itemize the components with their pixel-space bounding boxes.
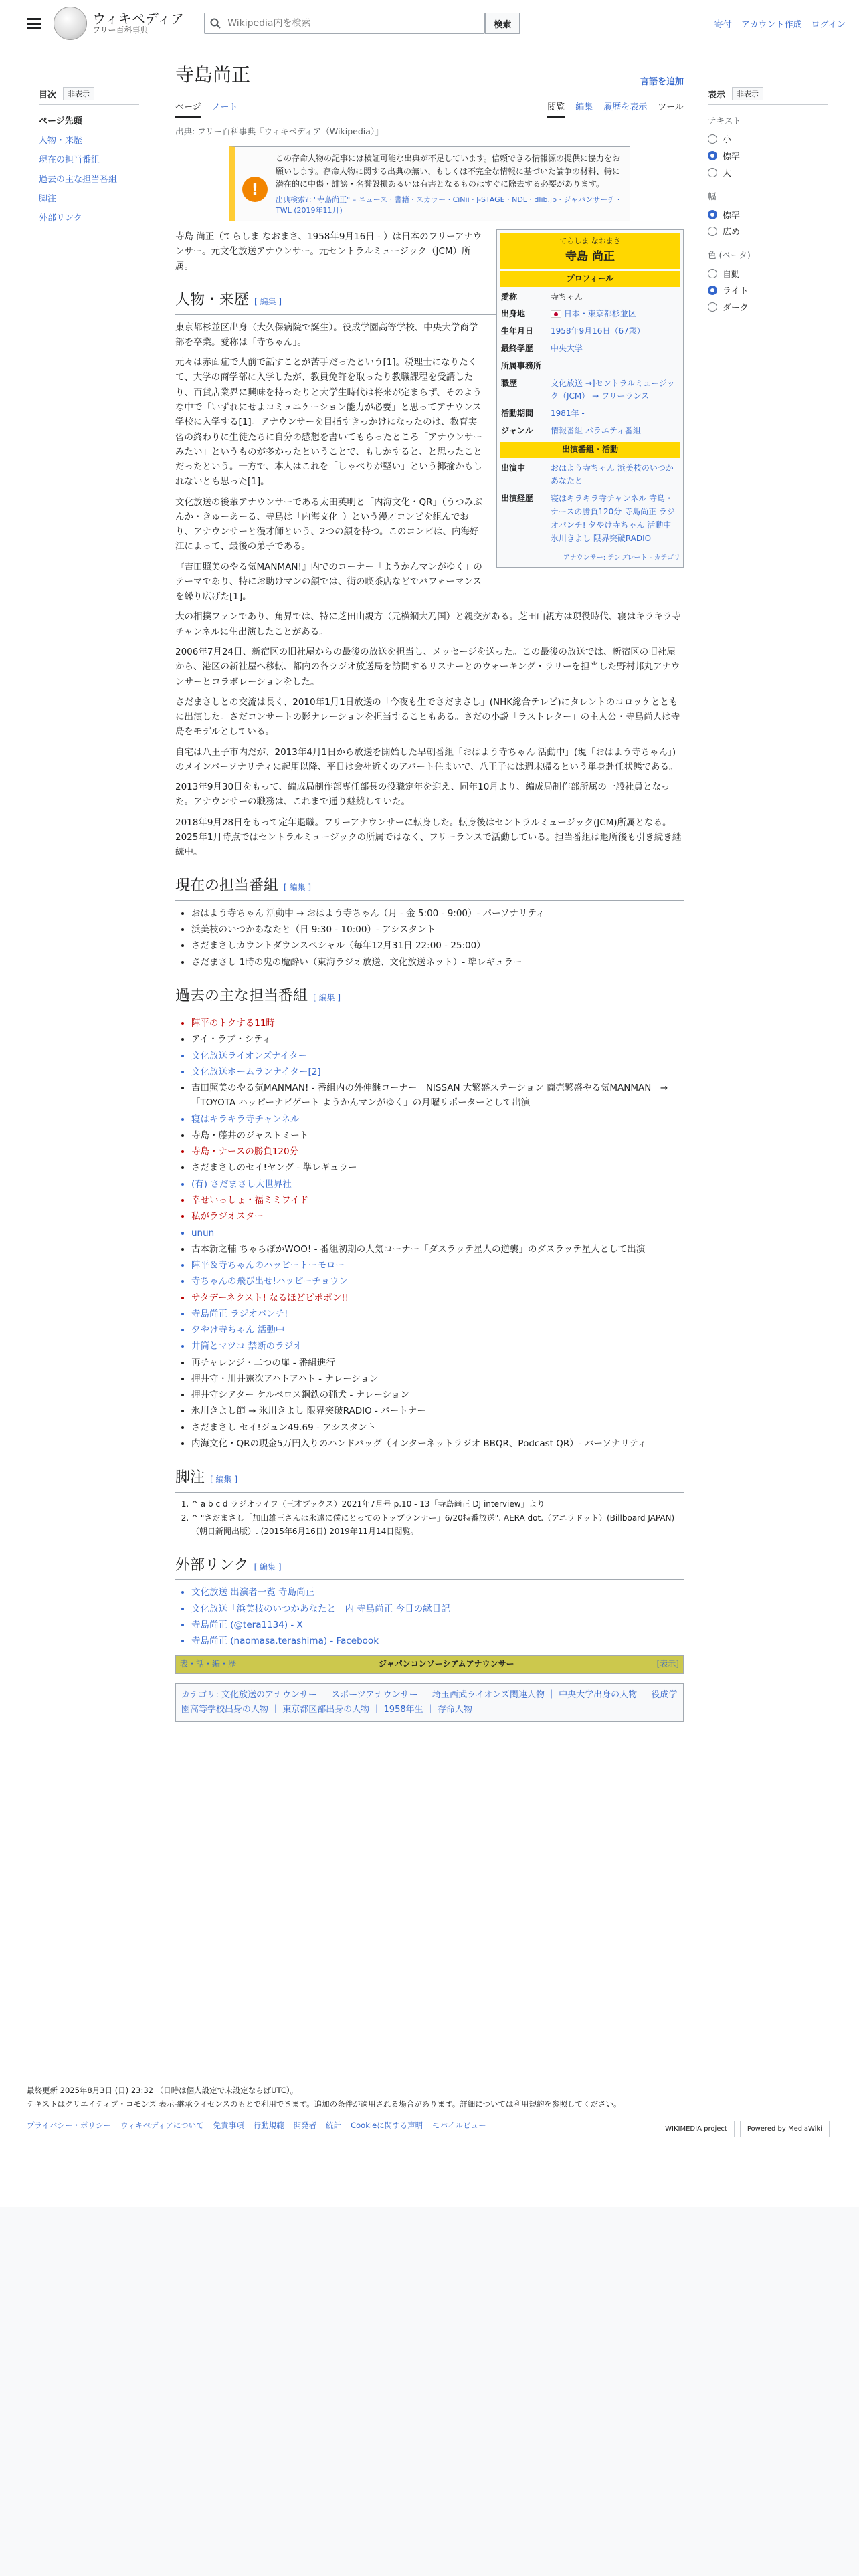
tab-read[interactable]: 閲覧	[547, 96, 565, 118]
heading-career: 人物・来歴 [ 編集 ]	[175, 288, 684, 314]
infobox	[496, 229, 684, 568]
footer-link[interactable]: ウィキペディアについて	[120, 2121, 204, 2130]
toc-item-notes[interactable]: 脚注	[39, 194, 57, 204]
category-links[interactable]: カテゴリ: 文化放送のアナウンサー ｜ スポーツアナウンサー ｜ 埼玉西武ライオンズ関連人物 ｜ 中央大学出身の人物 ｜ 役成学園高等学校出身の人物 ｜ 東京都区部出身の人物 ｜ 1958年生 ｜ 存命人物	[175, 1683, 684, 1722]
toc-item-current[interactable]: 現在の担当番組	[39, 155, 100, 165]
search-button[interactable]: 検索	[485, 13, 520, 34]
tab-talk[interactable]: ノート	[211, 102, 238, 112]
edit-section-link[interactable]: [ 編集 ]	[254, 1562, 282, 1572]
wikipedia-globe-icon	[54, 7, 87, 40]
appearance-title: 表示	[708, 90, 726, 100]
list-item: • 寺島・藤井のジャストミート	[191, 1128, 684, 1143]
width-group	[708, 190, 828, 239]
infobox-row: 生年月日 1958年9月16日（67歳）	[501, 326, 645, 336]
list-item: • 再チャレンジ・二つの扉 - 番組進行	[191, 1356, 684, 1370]
external-links-list	[191, 1585, 684, 1648]
list-item[interactable]: • 夕やけ寺ちゃん 活動中	[191, 1323, 684, 1337]
footer-link[interactable]: モバイルビュー	[432, 2121, 486, 2130]
table-of-contents	[39, 87, 139, 227]
login-link[interactable]: ログイン	[811, 19, 846, 30]
heading-external-links: 外部リンク [ 編集 ]	[175, 1553, 684, 1580]
footer-link[interactable]: Cookieに関する声明	[351, 2121, 423, 2130]
toc-item-links[interactable]: 外部リンク	[39, 213, 82, 223]
navbox-toggle[interactable]: [表示]	[656, 1659, 679, 1669]
last-modified: 最終更新 2025年8月3日 (日) 23:32 （日時は個人設定で未設定ならばUTC）。	[27, 2086, 298, 2095]
career-paragraph: 『吉田照美のやる気MANMAN!』内でのコーナー「ようかんマンがゆく」のテーマであり、特にお助けマンの顔では、街の喫茶店などでパフォーマンスを繰り広げた[1]。	[175, 561, 482, 603]
edit-section-link[interactable]: [ 編集 ]	[284, 883, 312, 893]
list-item[interactable]: • サタデーネクスト! なるほどピポポン!!	[191, 1291, 684, 1305]
list-item: • 古本新之輔 ちゃらぼかWOO! - 番組初期の人気コーナー「ダスラッテ星人の逆襲」のダスラッテ星人として出演	[191, 1242, 684, 1257]
page-tabs	[175, 96, 684, 118]
external-link[interactable]: • 寺島尚正 (naomasa.terashima) - Facebook	[191, 1634, 684, 1648]
current-programs-list	[191, 906, 684, 970]
footer-link[interactable]: 開発者	[293, 2121, 317, 2130]
external-link[interactable]: • 文化放送「浜美枝のいつかあなたと」内 寺島尚正 今日の縁日記	[191, 1602, 684, 1616]
footer-link[interactable]: 免責事項	[213, 2121, 244, 2130]
list-item: • さだまさし 1時の鬼の魔酔い（東海ラジオ放送、文化放送ネット）- 準レギュラー	[191, 955, 684, 970]
career-paragraph: さだまさしとの交流は長く、2010年1月1日放送の「今夜も生でさだまさし」(NHK総合テレビ)にタレントのコロッケとともに出演した。さだコンサートの影ナレーションを担当することもある。さだの小説「ラストレター」の主人公・寺島尚人は寺島をモデルとしている。	[175, 696, 680, 738]
toc-item-top[interactable]: ページ先頭	[39, 116, 82, 126]
list-item: • 氷川きよし節 → 氷川きよし 限界突破RADIO - パートナー	[191, 1404, 684, 1418]
list-item: • アイ・ラブ・シティ	[191, 1032, 684, 1047]
external-link[interactable]: • 文化放送 出演者一覧 寺島尚正	[191, 1585, 684, 1600]
tab-history[interactable]: 履歴を表示	[603, 102, 648, 112]
wikimedia-badge[interactable]: WIKIMEDIA project	[658, 2121, 735, 2137]
list-item[interactable]: • 文化放送ホームランナイター[2]	[191, 1065, 684, 1079]
article-body	[175, 229, 684, 1723]
list-item: • 内海文化・QRの現金5万円入りのハンドバッグ（インターネットラジオ BBQR、Podcast QR）- パーソナリティ	[191, 1436, 684, 1451]
infobox-row: 所属事務所	[501, 360, 542, 370]
career-paragraph: 2018年9月28日をもって定年退職。フリーアナウンサーに転身した。転身後はセントラルミュージック(JCM)所属となる。2025年1月時点ではセントラルミュージックの所属ではなく、フリーランスで活動している。担当番組は退所後も引き続き継続中。	[175, 817, 682, 858]
appearance-panel	[708, 87, 828, 315]
user-links	[714, 17, 846, 30]
heading-notes: 脚注 [ 編集 ]	[175, 1466, 684, 1492]
search-box	[204, 13, 485, 34]
page-footer	[27, 2070, 830, 2131]
infobox-row: 出演経歴 寝はキラキラ寺チャンネル 寺島・ナースの勝負120分 寺島尚正 ラジオパンチ! 夕やけ寺ちゃん 活動中 氷川きよし 限界突破RADIO	[501, 494, 675, 543]
main-content	[175, 60, 684, 1722]
edit-section-link[interactable]: [ 編集 ]	[210, 1475, 238, 1485]
infobox-ruby: てらしま なおまさ	[559, 236, 621, 245]
list-item: • 吉田照美のやる気MANMAN! - 番組内の外伸継コーナー「NISSAN 大繁盛ステーション 商売繁盛やる気MANMAN」→「TOYOTA ハッピーナビゲート ようかんマンがゆく」の月曜リポーターとして出演	[191, 1081, 684, 1111]
add-language-button[interactable]: 言語を追加	[640, 77, 684, 87]
infobox-row: 最終学歴 中央大学	[501, 343, 583, 353]
source-search-links[interactable]: 出典検索?: "寺島尚正" – ニュース · 書籍 · スカラー · CiNii · J-STAGE · NDL · dlib.jp · ジャパンサーチ · TWL (2019年11月)	[276, 195, 620, 215]
source-line: 出典: フリー百科事典『ウィキペディア（Wikipedia）』	[175, 126, 383, 136]
infobox-name: 寺島 尚正	[565, 249, 615, 263]
tab-edit[interactable]: 編集	[575, 102, 593, 112]
search-icon	[210, 18, 221, 29]
japan-flag-icon	[551, 310, 561, 318]
list-item: • さだまさしのセイ!ヤング - 準レギュラー	[191, 1160, 684, 1175]
list-item[interactable]: • 寺島・ナースの勝負120分	[191, 1144, 684, 1159]
past-programs-list	[191, 1016, 684, 1451]
list-item[interactable]: • 私がラジオスター	[191, 1209, 684, 1224]
logo-title: ウィキペディア	[92, 11, 185, 27]
site-logo[interactable]	[54, 7, 184, 40]
list-item[interactable]: • unun	[191, 1226, 684, 1241]
career-paragraph: 2006年7月24日、新宿区の旧社屋からの最後の放送を担当し、メッセージを送った。この最後の放送では、新宿区の旧社屋から、港区の新社屋へ移転、都内の各ラジオ放送局を訪問するリスナーとのウォーキング・ラリーを担当した野村邦丸アナウンサーとコラボレーションをした。	[175, 646, 680, 687]
heading-current: 現在の担当番組 [ 編集 ]	[175, 874, 684, 900]
reference-item: 1. ^ a b c d ラジオライフ（三才ブックス）2021年7月号 p.10 - 13「寺島尚正 DJ interview」より	[191, 1498, 684, 1511]
external-link[interactable]: • 寺島尚正 (@tera1134) - X	[191, 1618, 684, 1632]
create-account-link[interactable]: アカウント作成	[741, 19, 802, 30]
infobox-row: 出演中 おはよう寺ちゃん 浜美枝のいつかあなたと	[501, 463, 674, 486]
navbox-vte-links[interactable]: 表・話・編・歴	[180, 1659, 237, 1669]
text-small-radio[interactable]: 小	[708, 130, 828, 147]
footer-link[interactable]: 統計	[326, 2121, 342, 2130]
width-wide-radio[interactable]: 広め	[708, 223, 828, 239]
career-paragraph: 大の相撲ファンであり、角界では、特に芝田山親方（元横綱大乃国）と親交がある。芝田山親方は現役時代、寝はキラキラ寺チャンネルに生出演したことがある。	[175, 611, 681, 637]
list-item[interactable]: • 井筒とマツコ 禁断のラジオ	[191, 1339, 684, 1354]
infobox-section-profile: プロフィール	[500, 271, 680, 287]
infobox-row: 職歴 文化放送 →]セントラルミュージック（JCM） → フリーランス	[501, 378, 675, 401]
toc-hide-button[interactable]: 非表示	[63, 87, 94, 100]
infobox-footer[interactable]: アナウンサー: テンプレート - カテゴリ	[500, 550, 680, 564]
career-paragraph: 2013年9月30日をもって、編成局制作部専任部長の役職定年を迎え、同年10月より、編成局制作部所属の一般社員となった。アナウンサーの職務は、これまで通り継続していた。	[175, 782, 670, 808]
list-item: • おはよう寺ちゃん 活動中 → おはよう寺ちゃん（月 - 金 5:00 - 9:00）- パーソナリティ	[191, 906, 684, 921]
list-item[interactable]: • 寺ちゃんの飛び出せ!ハッピーチョウン	[191, 1274, 684, 1289]
color-title: 色 (ベータ)	[708, 250, 751, 260]
color-dark-radio[interactable]: ダーク	[708, 298, 828, 315]
toc-title: 目次	[39, 90, 57, 100]
width-title: 幅	[708, 191, 717, 201]
list-item[interactable]: • 寺島尚正 ラジオパンチ!	[191, 1307, 684, 1321]
list-item[interactable]: • 陣平＆寺ちゃんのハッピートーモロー	[191, 1258, 684, 1273]
infobox-section-programs: 出演番組・活動	[500, 442, 680, 458]
toc-item-career[interactable]: 人物・来歴	[39, 136, 83, 146]
mediawiki-badge[interactable]: Powered by MediaWiki	[740, 2121, 830, 2137]
navbox-title: ジャパンコンソーシアムアナウンサー	[378, 1659, 514, 1669]
search-form	[204, 13, 520, 34]
warning-icon: !	[242, 177, 268, 202]
infobox-row: 出身地 日本・東京都杉並区	[501, 309, 636, 319]
logo-subtitle: フリー百科事典	[92, 25, 149, 35]
edit-section-link[interactable]: [ 編集 ]	[313, 992, 341, 1002]
career-paragraph: 自宅は八王子市内だが、2013年4月1日から放送を開始した早朝番組「おはよう寺ちゃん 活動中」(現「おはよう寺ちゃん」)のメインパーソナリティに起用以降、平日は会社近くのアパート住まいで、八王子には週末帰るという単身赴任状態である。	[175, 746, 678, 772]
list-item: • 浜美枝のいつかあなたと（日 9:30 - 10:00）- アシスタント	[191, 922, 684, 937]
tab-page[interactable]: ページ	[175, 96, 201, 118]
list-item[interactable]: • 陣平のトクする11時	[191, 1016, 684, 1031]
list-item[interactable]: • 文化放送ライオンズナイター	[191, 1049, 684, 1063]
list-item: • 押井守・川井憲次アハトアハト - ナレーション	[191, 1372, 684, 1386]
color-light-radio[interactable]: ライト	[708, 282, 828, 298]
citation-warning-box	[229, 146, 630, 221]
footer-badges	[658, 2121, 830, 2137]
list-item[interactable]: • 幸せいっしょ・福ミミワイド	[191, 1193, 684, 1208]
edit-section-link[interactable]: [ 編集 ]	[254, 297, 282, 307]
list-item: • さだまさし セイ!ジュン49.69 - アシスタント	[191, 1420, 684, 1435]
infobox-row: 活動期間 1981年 -	[501, 409, 585, 419]
infobox-row: ジャンル 情報番組 バラエティ番組	[501, 425, 641, 435]
tab-tools[interactable]: ツール	[658, 102, 684, 112]
intro-paragraph: 寺島 尚正（てらしま なおまさ、1958年9月16日 - ）は日本のフリーアナウンサー。元文化放送アナウンサー。元セントラルミュージック（JCM）所属。	[175, 231, 482, 272]
text-large-radio[interactable]: 大	[708, 164, 828, 181]
warning-text: この存命人物の記事には検証可能な出典が不足しています。信頼できる情報源の提供に協力をお願いします。存命人物に関する出典の無い、もしくは不完全な情報に基づいた論争の材料、特に潜在的に中傷・誹謗・名誉毀損あるいは有害となるものはすぐに除去する必要があります。	[276, 154, 621, 189]
width-standard-radio[interactable]: 標準	[708, 206, 828, 223]
career-paragraph: 元々は赤面症で人前で話すことが苦手だったという[1]。税理士になりたくて、大学の商学部に入学したが、教員免許を取ったり教職課程を受講したり、百貨店業界に興味を持ったりと大学生時代は将来が定まらず、そのような中で「いずれにせよコミュニケーション能力が必要」と思ってアナウンス学校に入学する[1]。アナウンサーを目指すきっかけになったのは、教育実習の終わりに生徒たちに自分の感想を書いてもらったところ「アナウンサーみたい」というものが多かったということで、もしかすると、と思ったことだったという。一方で、本人はこれを「しゃべりが堅い」という揶揄かもしれないとも思った[1]。	[175, 357, 482, 488]
footer-link[interactable]: プライバシー・ポリシー	[27, 2121, 111, 2130]
color-auto-radio[interactable]: 自動	[708, 265, 828, 282]
page-title: 寺島尚正	[175, 64, 251, 86]
list-item: • さだまさしカウントダウンスペシャル（毎年12月31日 22:00 - 25:00）	[191, 938, 684, 953]
toc-item-past[interactable]: 過去の主な担当番組	[39, 175, 118, 185]
text-size-group	[708, 114, 828, 181]
license-text: テキストはクリエイティブ・コモンズ 表示-継承ライセンスのもとで利用できます。追加の条件が適用される場合があります。詳細については利用規約を参照してください。	[27, 2099, 622, 2109]
list-item[interactable]: • 寝はキラキラ寺チャンネル	[191, 1112, 684, 1127]
text-standard-radio[interactable]: 標準	[708, 147, 828, 164]
appearance-hide-button[interactable]: 非表示	[732, 87, 763, 100]
infobox-row: 愛称 寺ちゃん	[501, 292, 583, 302]
footer-link[interactable]: 行動規範	[253, 2121, 284, 2130]
references-list	[191, 1498, 684, 1539]
heading-past: 過去の主な担当番組 [ 編集 ]	[175, 984, 684, 1010]
main-menu-icon[interactable]	[27, 18, 41, 29]
reference-item: 2. ^ "さだまさし「加山雄三さんは永遠に僕にとってのトップランナー」6/20特番放送". AERA dot.（アエラドット）(Billboard JAPAN)（朝日新聞出版）. (2015年6月16日) 2019年11月14日閲覧。	[191, 1512, 684, 1539]
text-size-title: テキスト	[708, 116, 741, 126]
donate-link[interactable]: 寄付	[714, 19, 732, 30]
navbox	[175, 1655, 684, 1674]
career-paragraph: 東京都杉並区出身（大久保病院で誕生）。役成学園高等学校、中央大学商学部を卒業。愛称は「寺ちゃん」。	[175, 322, 478, 348]
color-group	[708, 249, 828, 315]
site-header	[0, 0, 859, 47]
search-input[interactable]	[226, 17, 467, 29]
career-paragraph: 文化放送の後輩アナウンサーである太田英明と「内海文化・QR」（うつみぶんか・きゅーあーる、寺島は「内海文化」）という漫才コンビを組んでおり、アナウンサーと漫才師という、2つの顔を持つ。このコンビは、内海好江によって、最後の弟子である。	[175, 496, 482, 552]
list-item: • 押井守シアター ケルベロス鋼鉄の猟犬 - ナレーション	[191, 1388, 684, 1402]
list-item[interactable]: • (有) さだまさし大世界社	[191, 1177, 684, 1192]
